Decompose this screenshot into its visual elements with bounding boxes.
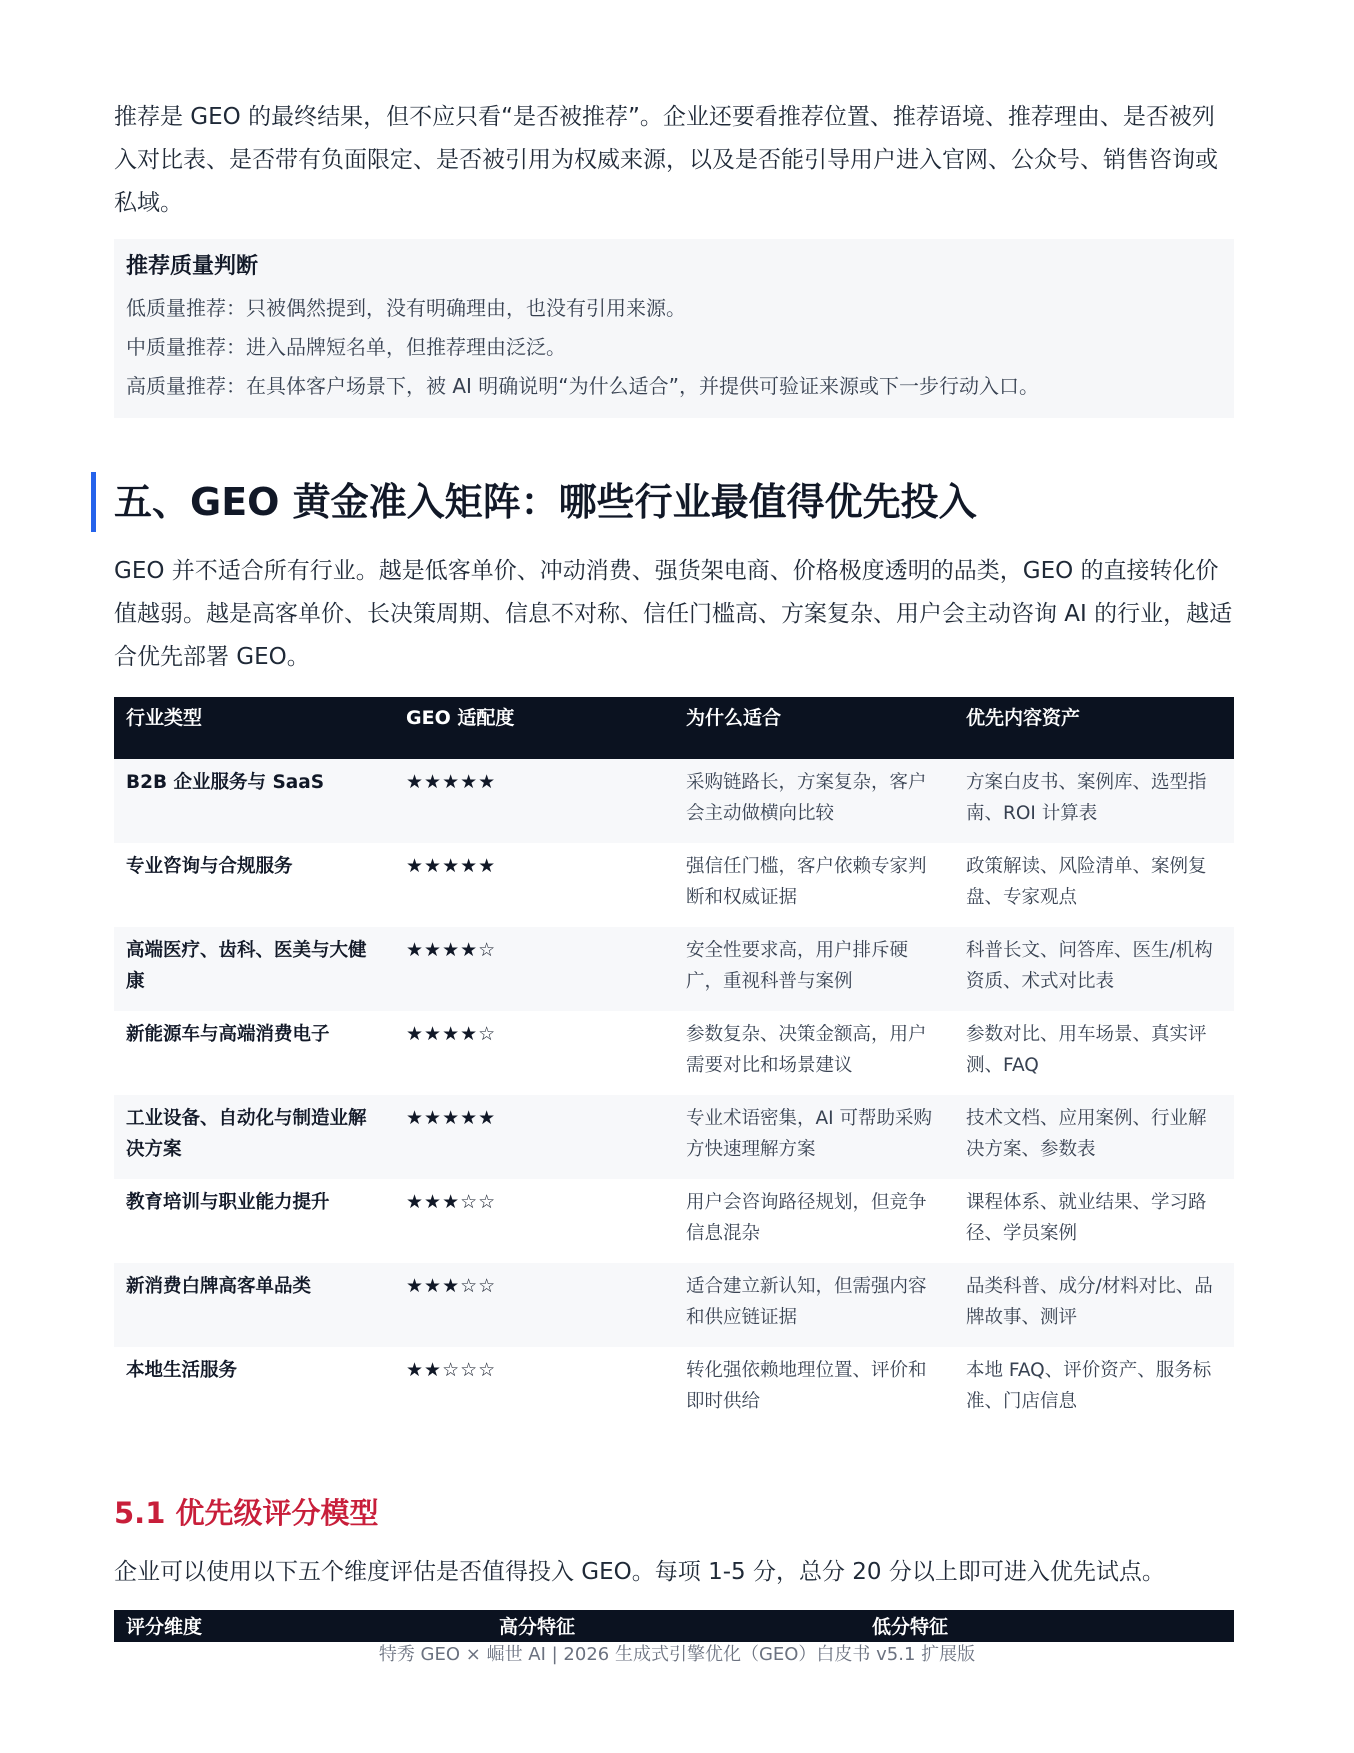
cell-industry: 高端医疗、齿科、医美与大健康	[114, 927, 394, 1011]
cell-industry: B2B 企业服务与 SaaS	[114, 759, 394, 843]
column-header-low-score: 低分特征	[860, 1610, 1234, 1642]
cell-reason: 采购链路长，方案复杂，客户会主动做横向比较	[674, 759, 954, 843]
cell-industry: 本地生活服务	[114, 1347, 394, 1431]
cell-reason: 专业术语密集，AI 可帮助采购方快速理解方案	[674, 1095, 954, 1179]
subsection-paragraph: 企业可以使用以下五个维度评估是否值得投入 GEO。每项 1-5 分，总分 20 分以上即可进入优先试点。	[114, 1559, 1165, 1585]
cell-fit-rating: ★★★☆☆	[394, 1263, 674, 1347]
cell-assets: 课程体系、就业结果、学习路径、学员案例	[954, 1179, 1234, 1263]
cell-industry: 新消费白牌高客单品类	[114, 1263, 394, 1347]
cell-fit-rating: ★★★★★	[394, 759, 674, 843]
subsection-heading: 5.1 优先级评分模型	[114, 1496, 379, 1530]
cell-industry: 新能源车与高端消费电子	[114, 1011, 394, 1095]
column-header-assets: 优先内容资产	[954, 697, 1234, 759]
column-header-industry: 行业类型	[114, 697, 394, 759]
section-heading: 五、GEO 黄金准入矩阵：哪些行业最值得优先投入	[91, 472, 1234, 532]
table-row	[114, 927, 1234, 1011]
cell-fit-rating: ★★★★★	[394, 1095, 674, 1179]
recommendation-quality-callout	[114, 239, 1234, 418]
cell-assets: 本地 FAQ、评价资产、服务标准、门店信息	[954, 1347, 1234, 1431]
table-header-row	[114, 697, 1234, 759]
column-header-high-score: 高分特征	[487, 1610, 860, 1642]
cell-assets: 科普长文、问答库、医生/机构资质、术式对比表	[954, 927, 1234, 1011]
section-paragraph: GEO 并不适合所有行业。越是低客单价、冲动消费、强货架电商、价格极度透明的品类，GEO 的直接转化价值越弱。越是高客单价、长决策周期、信息不对称、信任门槛高、方案复杂、用户会主动咨询 AI 的行业，越适合优先部署 GEO。	[114, 558, 1233, 670]
cell-reason: 安全性要求高，用户排斥硬广，重视科普与案例	[674, 927, 954, 1011]
table-header-row	[114, 1610, 1234, 1642]
callout-title: 推荐质量判断	[126, 254, 259, 279]
cell-assets: 技术文档、应用案例、行业解决方案、参数表	[954, 1095, 1234, 1179]
callout-line-high: 高质量推荐：在具体客户场景下，被 AI 明确说明“为什么适合”，并提供可验证来源或下一步行动入口。	[126, 374, 1040, 398]
table-row	[114, 1011, 1234, 1095]
cell-reason: 转化强依赖地理位置、评价和即时供给	[674, 1347, 954, 1431]
table-row	[114, 1263, 1234, 1347]
cell-assets: 政策解读、风险清单、案例复盘、专家观点	[954, 843, 1234, 927]
document-page	[114, 96, 1234, 1642]
cell-fit-rating: ★★★★☆	[394, 927, 674, 1011]
column-header-reason: 为什么适合	[674, 697, 954, 759]
column-header-fit: GEO 适配度	[394, 697, 674, 759]
table-row	[114, 843, 1234, 927]
cell-industry: 工业设备、自动化与制造业解决方案	[114, 1095, 394, 1179]
cell-fit-rating: ★★★☆☆	[394, 1179, 674, 1263]
cell-industry: 教育培训与职业能力提升	[114, 1179, 394, 1263]
cell-reason: 用户会咨询路径规划，但竞争信息混杂	[674, 1179, 954, 1263]
intro-paragraph: 推荐是 GEO 的最终结果，但不应只看“是否被推荐”。企业还要看推荐位置、推荐语境、推荐理由、是否被列入对比表、是否带有负面限定、是否被引用为权威来源，以及是否能引导用户进入官网、公众号、销售咨询或私域。	[114, 104, 1218, 216]
cell-assets: 品类科普、成分/材料对比、品牌故事、测评	[954, 1263, 1234, 1347]
table-row	[114, 1179, 1234, 1263]
table-row	[114, 759, 1234, 843]
cell-assets: 方案白皮书、案例库、选型指南、ROI 计算表	[954, 759, 1234, 843]
cell-reason: 适合建立新认知，但需强内容和供应链证据	[674, 1263, 954, 1347]
industry-matrix-table	[114, 697, 1234, 1431]
page-footer: 特秀 GEO × 崛世 AI | 2026 生成式引擎优化（GEO）白皮书 v5.1 扩展版	[378, 1644, 976, 1665]
callout-line-low: 低质量推荐：只被偶然提到，没有明确理由，也没有引用来源。	[126, 296, 686, 320]
cell-fit-rating: ★★★★☆	[394, 1011, 674, 1095]
scoring-model-table	[114, 1610, 1234, 1642]
table-row	[114, 1095, 1234, 1179]
cell-assets: 参数对比、用车场景、真实评测、FAQ	[954, 1011, 1234, 1095]
cell-fit-rating: ★★★★★	[394, 843, 674, 927]
callout-line-mid: 中质量推荐：进入品牌短名单，但推荐理由泛泛。	[126, 335, 566, 359]
cell-reason: 参数复杂、决策金额高，用户需要对比和场景建议	[674, 1011, 954, 1095]
cell-industry: 专业咨询与合规服务	[114, 843, 394, 927]
cell-reason: 强信任门槛，客户依赖专家判断和权威证据	[674, 843, 954, 927]
cell-fit-rating: ★★☆☆☆	[394, 1347, 674, 1431]
table-row	[114, 1347, 1234, 1431]
column-header-dimension: 评分维度	[114, 1610, 487, 1642]
